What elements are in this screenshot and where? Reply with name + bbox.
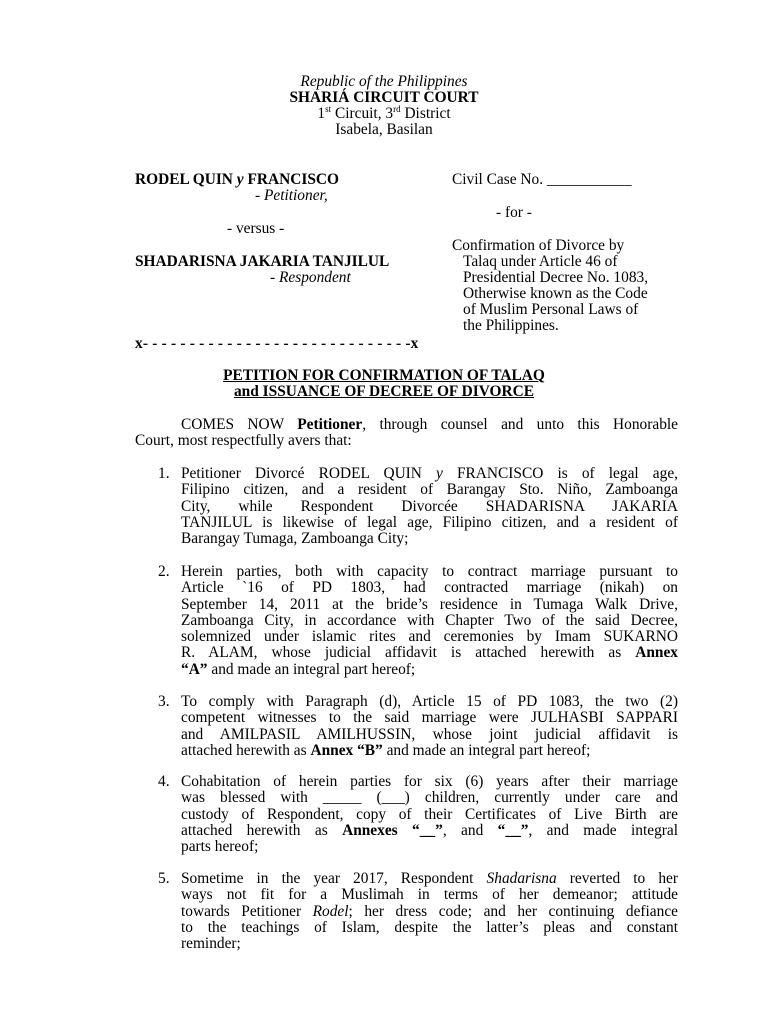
paragraph-line: Petitioner Divorcé RODEL QUIN y FRANCISCO is of legal age,: [181, 465, 678, 482]
paragraph-line: “A” and made an integral part hereof;: [181, 660, 416, 678]
paragraph-line: was blessed with _____ (___) children, currently under care and: [181, 789, 678, 807]
case-nature-line: Talaq under Article 46 of: [463, 253, 618, 270]
paragraph-line: Cohabitation of herein parties for six (6) years after their marriage: [181, 773, 678, 790]
paragraph: [181, 774, 678, 855]
paragraph-line: TANJILUL is likewise of legal age, Filipino citizen, and a resident of: [181, 513, 678, 531]
case-nature-line: Otherwise known as the Code: [463, 285, 648, 302]
for-label: - for -: [496, 204, 532, 221]
paragraph-line: attached herewith as Annexes “__”, and “__”, and made integral: [181, 821, 678, 839]
paragraph: [181, 564, 678, 678]
petition-title: PETITION FOR CONFIRMATION OF TALAQ: [223, 367, 545, 384]
court-location: Isabela, Basilan: [335, 121, 433, 138]
versus-label: - versus -: [227, 220, 285, 237]
paragraph-line: reminder;: [181, 935, 241, 953]
paragraph-line: Zamboanga City, in accordance with Chapter Two of the said Decree,: [181, 611, 678, 629]
case-nature-line: Presidential Decree No. 1083,: [463, 269, 649, 286]
paragraph-line: competent witnesses to the said marriage were JULHASBI SAPPARI: [181, 709, 678, 727]
paragraph-line: Article `16 of PD 1803, had contracted marriage (nikah) on: [181, 579, 678, 597]
paragraph-line: custody of Respondent, copy of their Certificates of Live Birth are: [181, 805, 678, 823]
court-name: SHARIÁ CIRCUIT COURT: [289, 89, 479, 106]
paragraph-line: Filipino citizen, and a resident of Barangay Sto. Niño, Zamboanga: [181, 481, 678, 499]
paragraph-line: City, while Respondent Divorcée SHADARISNA JAKARIA: [181, 497, 678, 515]
paragraph-line: ways not fit for a Muslimah in terms of her demeanor; attitude: [181, 886, 678, 904]
paragraph-number: 1.: [158, 465, 170, 482]
paragraph-line: To comply with Paragraph (d), Article 15 of PD 1083, the two (2): [181, 693, 678, 710]
paragraph-line: Sometime in the year 2017, Respondent Shadarisna reverted to her: [181, 870, 678, 887]
circuit-line: 1st Circuit, 3rd District: [317, 103, 451, 122]
petitioner-role: - Petitioner,: [255, 187, 328, 204]
paragraph-line: and AMILPASIL AMILHUSSIN, whose joint judicial affidavit is: [181, 725, 678, 743]
paragraph-number: 2.: [158, 563, 170, 580]
respondent-role: - Respondent: [270, 269, 351, 286]
paragraph-line: Herein parties, both with capacity to contract marriage pursuant to: [181, 563, 678, 580]
intro-line: COMES NOW Petitioner, through counsel and unto this Honorable: [181, 416, 678, 433]
case-nature-line: Confirmation of Divorce by: [452, 237, 625, 254]
respondent-name: SHADARISNA JAKARIA TANJILUL: [135, 253, 390, 270]
paragraph-line: solemnized under islamic rites and ceremonies by Imam SUKARNO: [181, 628, 678, 646]
paragraph-line: attached herewith as Annex “B” and made an integral part hereof;: [181, 741, 591, 759]
paragraph-line: parts hereof;: [181, 838, 259, 856]
paragraph-number: 3.: [158, 693, 170, 710]
paragraph-line: towards Petitioner Rodel; her dress code; and her continuing defiance: [181, 902, 678, 920]
case-nature-line: of Muslim Personal Laws of: [463, 301, 639, 318]
paragraph: [181, 871, 678, 952]
case-number: Civil Case No. ___________: [452, 171, 632, 188]
petition-subtitle: and ISSUANCE OF DECREE OF DIVORCE: [233, 383, 534, 400]
paragraph-number: 4.: [158, 773, 170, 790]
paragraph-line: Barangay Tumaga, Zamboanga City;: [181, 530, 409, 548]
paragraph-number: 5.: [158, 870, 170, 887]
paragraph-line: to the teachings of Islam, despite the latter’s pleas and constant: [181, 918, 678, 936]
paragraph: [181, 694, 678, 759]
petitioner-name: RODEL QUIN y FRANCISCO: [135, 171, 339, 188]
intro-line: Court, most respectfully avers that:: [135, 432, 352, 449]
paragraph-line: September 14, 2011 at the bride’s residence in Tumaga Walk Drive,: [181, 595, 678, 613]
caption-separator: x- - - - - - - - - - - - - - - - - - - - - - - - - - - - -x: [135, 335, 419, 352]
republic-line: Republic of the Philippines: [300, 73, 468, 90]
paragraph: [181, 466, 678, 547]
paragraph-line: R. ALAM, whose judicial affidavit is attached herewith as Annex: [181, 644, 678, 662]
case-nature-line: the Philippines.: [463, 317, 559, 334]
